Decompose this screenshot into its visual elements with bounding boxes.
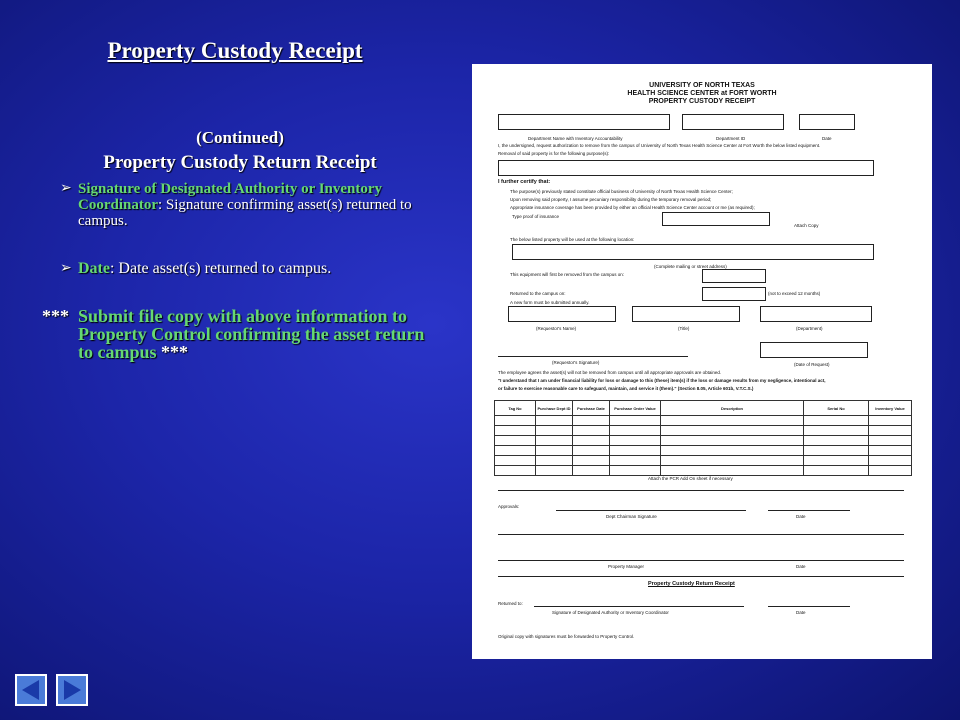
requestor-name-label: (Requestor's Name) — [536, 326, 577, 331]
table-row — [495, 466, 912, 476]
return-date-box — [702, 287, 766, 301]
slide-title: Property Custody Receipt — [107, 38, 363, 63]
attach-copy-label: Attach Copy — [794, 223, 819, 228]
continued-subtitle: (Continued) — [196, 128, 284, 147]
returned-to-label: Returned to: — [498, 601, 523, 606]
note-text: Submit file copy with above information to Property Control confirming the asset return to campus — [78, 306, 425, 362]
bullet-date — [60, 261, 440, 277]
request-date-box — [760, 342, 868, 358]
chair-signature-label: Dept Chairman Signature — [606, 514, 657, 519]
signature-line — [498, 356, 688, 357]
original-copy-note: Original copy with signatures must be forwarded to Property Control. — [498, 634, 635, 639]
date-label: Date — [822, 136, 832, 141]
dept-id-label: Department ID — [716, 136, 746, 141]
arrow-bullet-icon: ➢ — [60, 261, 72, 276]
table-row — [495, 456, 912, 466]
not-exceed-label: (not to exceed 12 months) — [768, 291, 821, 296]
bullet-description: : Date asset(s) returned to campus. — [109, 260, 332, 277]
form-image — [472, 64, 932, 659]
divider-line — [498, 490, 904, 491]
return-date-label: Date — [796, 610, 806, 615]
column-header: Inventory Value — [869, 401, 912, 416]
table-row — [495, 436, 912, 446]
dept-id-box — [682, 114, 784, 130]
bullet-term: Signature of Designated Authority or Inventory Coordinator — [78, 181, 383, 213]
returned-label: Returned to the campus on: — [510, 291, 566, 296]
previous-slide-button[interactable] — [15, 674, 47, 706]
certify-item: This equipment will first be removed from the campus on: — [510, 272, 625, 277]
authorization-text: I, the undersigned, request authorization to remove from the campus of University of North Texas Health Science Center at Fort Worth the below listed equipment. — [498, 143, 821, 148]
dept-label: Department Name with Inventory Accountability — [528, 136, 623, 141]
certify-heading: I further certify that: — [498, 179, 551, 185]
mailing-label: (Complete mailing or street address) — [654, 264, 727, 269]
insurance-box — [662, 212, 770, 226]
type-proof-label: Type proof of insurance — [512, 214, 560, 219]
agreement-line: The employee agrees the asset(s) will not be removed from campus until all appropriate approvals are obtained. — [498, 370, 722, 375]
manager-date-label: Date — [796, 564, 806, 569]
requestor-signature-label: (Requestor's Signature) — [552, 360, 600, 365]
agreement-line: "I understand that I am under financial liability for loss or damage to this (these) item(s) if the loss or damage results from my negligence, intentional act, — [498, 378, 826, 383]
note-stars: *** — [42, 306, 69, 326]
designated-signature-label: Signature of Designated Authority or Inventory Coordinator — [552, 610, 669, 615]
location-box — [512, 244, 874, 260]
table-row — [495, 426, 912, 436]
property-manager-label: Property Manager — [608, 564, 645, 569]
return-receipt-heading: Property Custody Return Receipt — [648, 581, 735, 587]
certify-item: The below listed property will be used at the following location: — [510, 237, 635, 242]
column-header: Purchase Date — [573, 401, 610, 416]
return-date-line — [768, 606, 850, 607]
purpose-text: Removal of said property is for the following purpose(s): — [498, 151, 610, 156]
designated-signature-line — [534, 606, 744, 607]
column-header: Purchase Order Value — [610, 401, 661, 416]
triangle-right-icon — [58, 676, 86, 704]
column-header: Description — [661, 401, 804, 416]
dept-name-box — [498, 114, 670, 130]
column-header: Purchase Dept ID — [536, 401, 573, 416]
chair-date-line — [768, 510, 850, 511]
requestor-name-box — [508, 306, 616, 322]
note-close-stars: *** — [161, 342, 189, 362]
date-box — [799, 114, 855, 130]
table-row — [495, 416, 912, 426]
divider-line — [498, 534, 904, 535]
triangle-left-icon — [17, 676, 45, 704]
department-label: (Department) — [796, 326, 823, 331]
column-header: Tag No — [495, 401, 536, 416]
purpose-box — [498, 160, 874, 176]
agreement-line: or failure to exercise reasonable care to safeguard, maintain, and service it (them)." (Section 8.05, Article 601b, V.T.C.S.) — [498, 386, 754, 391]
table-row — [495, 446, 912, 456]
certify-item: Upon removing said property, I assume pecuniary responsibility during the temporary removal period; — [510, 197, 712, 202]
bullet-text — [78, 261, 440, 277]
chair-date-label: Date — [796, 514, 806, 519]
removal-date-box — [702, 269, 766, 283]
note-text-block — [78, 307, 442, 361]
column-header: Serial No — [804, 401, 869, 416]
certify-item: The purpose(s) previously stated constitute official business of University of North Texas Health Science Center; — [510, 189, 733, 194]
divider-line — [498, 576, 904, 577]
title-box — [632, 306, 740, 322]
department-box — [760, 306, 872, 322]
bullet-term: Date — [78, 260, 110, 277]
submit-note — [42, 307, 442, 361]
manager-signature-line — [556, 560, 746, 561]
form-header-line: HEALTH SCIENCE CENTER at FORT WORTH — [627, 90, 777, 97]
table-header-row — [495, 401, 912, 416]
bullet-text — [78, 181, 440, 229]
equipment-table — [494, 400, 912, 476]
certify-item: Appropriate insurance coverage has been provided by either an official Health Science Center account or me (as required); — [510, 205, 755, 210]
approvals-label: Approvals: — [498, 504, 520, 509]
arrow-bullet-icon: ➢ — [60, 181, 72, 196]
form-header-line: UNIVERSITY OF NORTH TEXAS — [649, 82, 755, 89]
bullet-signature — [60, 181, 440, 229]
return-receipt-subtitle: Property Custody Return Receipt — [103, 152, 377, 173]
title-label: (Title) — [678, 326, 690, 331]
next-slide-button[interactable] — [56, 674, 88, 706]
chair-signature-line — [556, 510, 746, 511]
bullet-description: : Signature confirming asset(s) returned to campus. — [78, 197, 412, 229]
attach-addon-label: Attach the PCR Add On sheet if necessary — [648, 476, 733, 481]
certify-item: A new form must be submitted annually. — [510, 300, 590, 305]
manager-date-line — [768, 560, 850, 561]
date-request-label: (Date of Request) — [794, 362, 830, 367]
form-header-line: PROPERTY CUSTODY RECEIPT — [648, 98, 756, 105]
